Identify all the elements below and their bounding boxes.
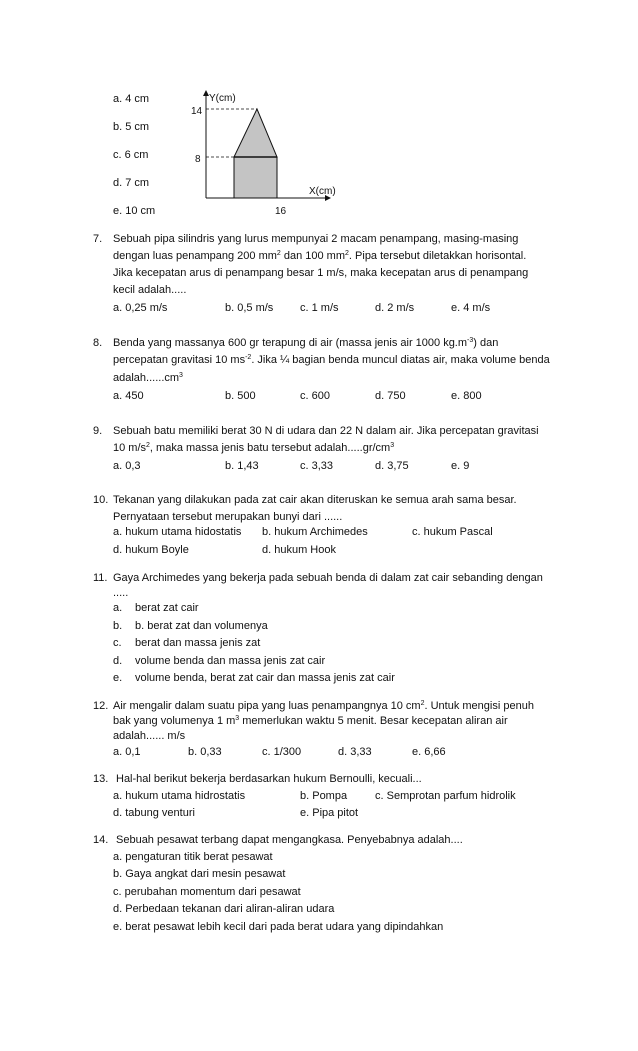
q12-option-d: d. 3,33 — [338, 746, 372, 758]
q6-option-c: c. 6 cm — [113, 149, 149, 161]
q13-line1: Hal-hal berikut bekerja berdasarkan hukum Bernoulli, kecuali... — [116, 773, 422, 785]
q8-option-d: d. 750 — [375, 390, 406, 402]
tick-8: 8 — [195, 154, 201, 165]
q11-line2: ..... — [113, 587, 129, 599]
q14-option-e: e. berat pesawat lebih kecil dari pada berat udara yang dipindahkan — [113, 921, 444, 933]
q6-option-e: e. 10 cm — [113, 205, 156, 217]
q8-line1: Benda yang massanya 600 gr terapung di air (massa jenis air 1000 $kg.m^{-3}$) dan — [113, 337, 499, 349]
q12-option-a: a. 0,1 — [113, 746, 141, 758]
q12-option-b: b. 0,33 — [188, 746, 222, 758]
q7-number: 7. — [93, 233, 103, 245]
q10-option-c: c. hukum Pascal — [412, 526, 493, 538]
q14-option-d: d. Perbedaan tekanan dari aliran-aliran udara — [113, 903, 335, 915]
q10-option-a: a. hukum utama hidostatis — [113, 526, 242, 538]
q6-option-a: a. 4 cm — [113, 93, 150, 105]
q9-line2: 10 $m/s^2$, maka massa jenis batu tersebut $adalah.....gr/cm^3$ — [113, 442, 395, 454]
tick-14: 14 — [191, 106, 203, 117]
q11-letter-d: d. — [113, 655, 123, 667]
square-base — [234, 157, 277, 198]
q12-number: 12. — [93, 700, 109, 712]
q9-line1: Sebuah batu memiliki berat 30 N di udara dan 22 N dalam air. Jika percepatan gravitasi — [113, 425, 539, 437]
q13-option-c: c. Semprotan parfum hidrolik — [375, 790, 516, 802]
x-axis-label: X(cm) — [309, 186, 336, 197]
q12-line1: Air mengalir dalam suatu pipa yang luas penampangnya 10 $cm^2$. Untuk mengisi penuh — [113, 700, 534, 712]
q12-line3: adalah...... m/s — [113, 730, 186, 742]
q9-option-d: d. 3,75 — [375, 460, 409, 472]
q11-letter-c: c. — [113, 637, 122, 649]
q7-option-c: c. 1 m/s — [300, 302, 339, 314]
q11-option-b: b. berat zat dan volumenya — [135, 620, 268, 632]
q9-number: 9. — [93, 425, 103, 437]
q8-line3: $adalah......cm^3$ — [113, 372, 183, 384]
q10-option-d: d. hukum Boyle — [113, 544, 189, 556]
q14-option-b: b. Gaya angkat dari mesin pesawat — [113, 868, 286, 880]
triangle-roof — [234, 109, 277, 157]
q9-option-b: b. 1,43 — [225, 460, 259, 472]
q9-option-c: c. 3,33 — [300, 460, 334, 472]
q10-option-e: d. hukum Hook — [262, 544, 336, 556]
q11-letter-b: b. — [113, 620, 123, 632]
q12-line2: bak yang volumenya 1 $m^3$ memerlukan waktu 5 menit. Besar kecepatan aliran air — [113, 715, 508, 727]
q8-line2: percepatan gravitasi 10 $ms^{-2}$. Jika ¼ bagian benda muncul diatas air, maka volume benda — [113, 354, 550, 366]
q7-option-b: b. 0,5 m/s — [225, 302, 274, 314]
q11-letter-e: e. — [113, 672, 123, 684]
q7-line4: kecil adalah..... — [113, 284, 187, 296]
q11-number: 11. — [93, 572, 108, 584]
q9-option-e: e. 9 — [451, 460, 470, 472]
q14-option-a: a. pengaturan titik berat pesawat — [113, 851, 273, 863]
q13-option-b: b. Pompa — [300, 790, 348, 802]
q10-option-b: b. hukum Archimedes — [262, 526, 368, 538]
q12-option-c: c. 1/300 — [262, 746, 302, 758]
q8-number: 8. — [93, 337, 103, 349]
q13-option-e: e. Pipa pitot — [300, 807, 359, 819]
q12-option-e: e. 6,66 — [412, 746, 446, 758]
q11-line1: Gaya Archimedes yang bekerja pada sebuah benda di dalam zat cair sebanding dengan — [113, 572, 543, 584]
q8-option-b: b. 500 — [225, 390, 256, 402]
q11-letter-a: a. — [113, 602, 123, 614]
q11-option-a: berat zat cair — [135, 602, 199, 614]
q7-line3: Jika kecepatan arus di penampang besar 1 m/s, maka kecepatan arus di penampang — [113, 267, 529, 279]
q8-option-c: c. 600 — [300, 390, 330, 402]
q10-line2: Pernyataan tersebut merupakan bunyi dari ...... — [113, 511, 343, 523]
q6-option-b: b. 5 cm — [113, 121, 150, 133]
q14-option-c: c. perubahan momentum dari pesawat — [113, 886, 301, 898]
q11-option-c: berat dan massa jenis zat — [135, 637, 261, 649]
q14-number: 14. — [93, 834, 109, 846]
q13-option-a: a. hukum utama hidrostatis — [113, 790, 246, 802]
q11-option-d: volume benda dan massa jenis zat cair — [135, 655, 326, 667]
tick-16: 16 — [275, 206, 287, 217]
q8-option-e: e. 800 — [451, 390, 482, 402]
q7-option-a: a. 0,25 m/s — [113, 302, 168, 314]
q13-option-d: d. tabung venturi — [113, 807, 195, 819]
q10-line1: Tekanan yang dilakukan pada zat cair akan diteruskan ke semua arah sama besar. — [113, 494, 517, 506]
q11-option-e: volume benda, berat zat cair dan massa jenis zat cair — [135, 672, 395, 684]
q14-line1: Sebuah pesawat terbang dapat mengangkasa. Penyebabnya adalah.... — [116, 834, 463, 846]
q13-number: 13. — [93, 773, 109, 785]
q7-line2: dengan luas penampang 200 $mm^2$ dan 100 $mm^2$. Pipa tersebut diletakkan horisontal. — [113, 250, 527, 262]
q7-line1: Sebuah pipa silindris yang lurus mempunyai 2 macam penampang, masing-masing — [113, 233, 519, 245]
q10-number: 10. — [93, 494, 109, 506]
q7-option-e: e. 4 m/s — [451, 302, 491, 314]
q6-figure — [180, 88, 350, 218]
q8-option-a: a. 450 — [113, 390, 144, 402]
y-axis-label: Y(cm) — [209, 93, 236, 104]
q6-option-d: d. 7 cm — [113, 177, 150, 189]
q9-option-a: a. 0,3 — [113, 460, 141, 472]
q7-option-d: d. 2 m/s — [375, 302, 415, 314]
